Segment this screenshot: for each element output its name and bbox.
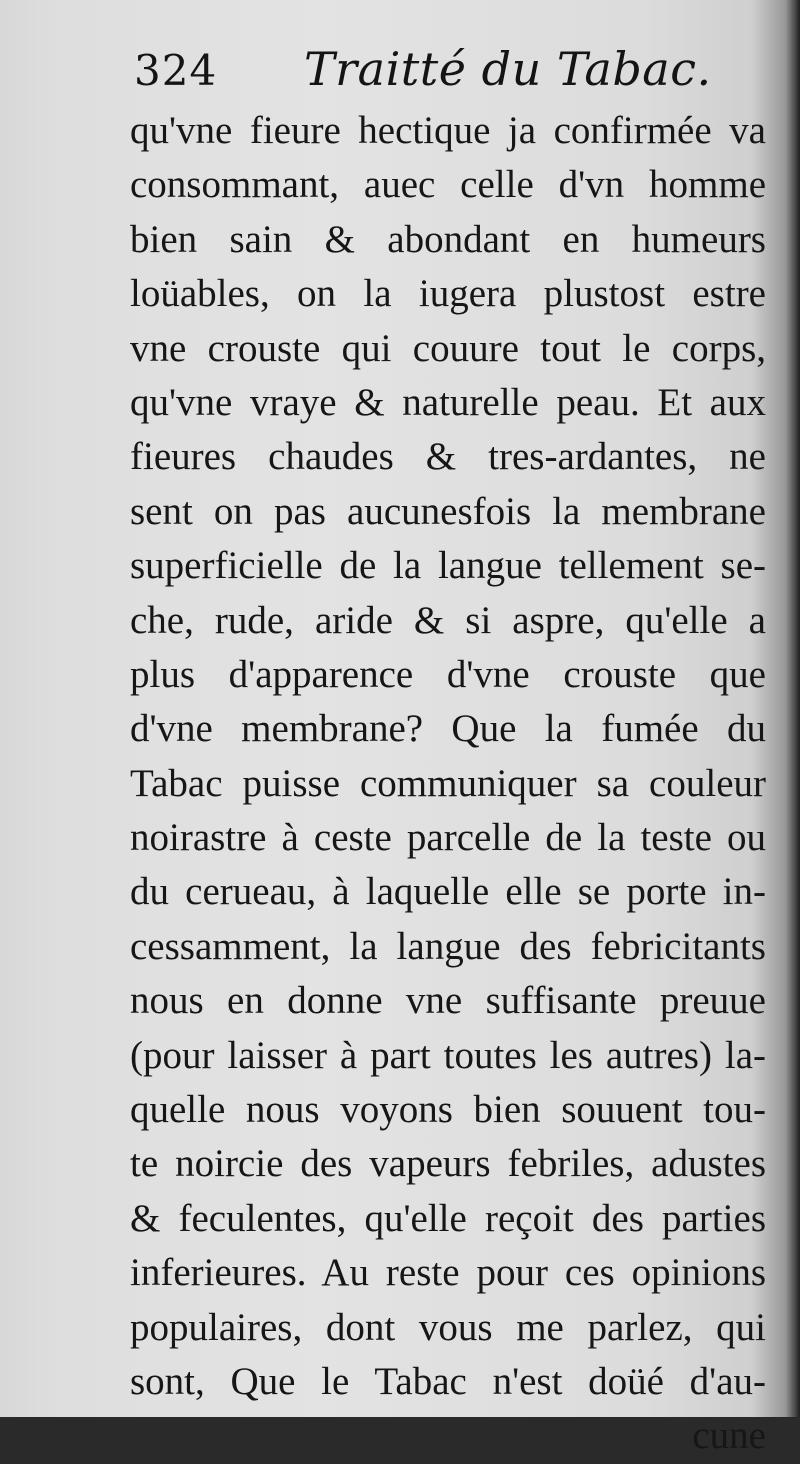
text-line: consommant, auec celle d'vn homme: [130, 163, 766, 207]
text-line: d'vne membrane? Que la fumée du: [130, 707, 766, 751]
text-line: plus d'apparence d'vne crouste que: [130, 652, 766, 696]
page-header: [128, 42, 748, 102]
text-line: sont, Que le Tabac n'est doüé d'au-: [130, 1359, 766, 1403]
text-line: & feculentes, qu'elle reçoit des parties: [130, 1196, 766, 1240]
text-line: populaires, dont vous me parlez, qui: [130, 1305, 766, 1349]
text-line: du cerueau, à laquelle elle se porte in-: [130, 870, 766, 914]
page-edge-shadow: [786, 0, 800, 1417]
text-line: nous en donne vne suffisante preuue: [130, 979, 766, 1023]
text-line: cessamment, la langue des febricitants: [130, 924, 766, 968]
text-line: loüables, on la iugera plustost estre: [130, 272, 766, 316]
page-number: 324: [134, 46, 218, 95]
text-line: che, rude, aride & si aspre, qu'elle a: [130, 598, 766, 642]
text-line: bien sain & abondant en humeurs: [130, 217, 766, 261]
text-line: qu'vne vraye & naturelle peau. Et aux: [130, 380, 766, 424]
running-title: Traitté du Tabac.: [304, 42, 712, 96]
body-text: [130, 104, 766, 1464]
text-line: qu'vne fieure hectique ja confirmée va: [130, 109, 766, 152]
text-line: fieures chaudes & tres-ardantes, ne: [130, 435, 766, 479]
text-line: Tabac puisse communiquer sa couleur: [130, 761, 766, 805]
text-line: inferieures. Au reste pour ces opinions: [130, 1251, 766, 1295]
text-line: vne crouste qui couure tout le corps,: [130, 326, 766, 370]
text-line: superficielle de la langue tellement se-: [130, 544, 766, 588]
text-line: te noircie des vapeurs febriles, adustes: [130, 1142, 766, 1186]
text-line: sent on pas aucunesfois la membrane: [130, 489, 766, 533]
text-line: (pour laisser à part toutes les autres) la-: [130, 1033, 766, 1077]
catchword: cune: [692, 1414, 766, 1458]
text-line: noirastre à ceste parcelle de la teste ou: [130, 816, 766, 860]
text-line: quelle nous voyons bien souuent tou-: [130, 1088, 766, 1132]
